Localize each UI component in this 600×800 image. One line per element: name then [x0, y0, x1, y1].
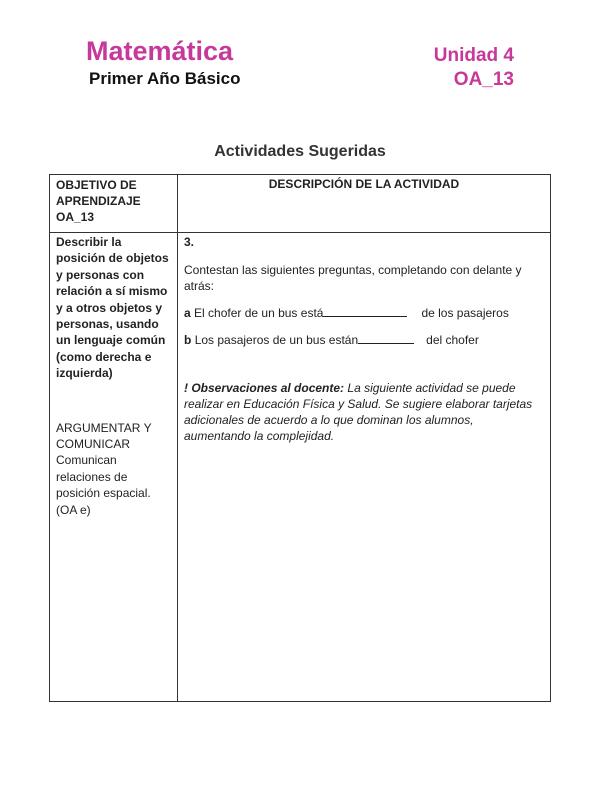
question-text: Los pasajeros de un bus están — [194, 333, 359, 347]
question-letter: a — [184, 306, 191, 320]
activity-number: 3. — [184, 235, 195, 249]
description-cell — [184, 234, 542, 444]
skill-title: ARGUMENTAR Y COMUNICAR — [56, 420, 152, 452]
answer-blank — [358, 331, 414, 344]
section-title: Actividades Sugeridas — [214, 143, 386, 160]
grade-title: Primer Año Básico — [89, 69, 241, 88]
oa-label: OA_13 — [453, 69, 514, 90]
question-letter: b — [184, 333, 192, 347]
skill-text: Comunican relaciones de posición espacial. (OA e) — [56, 453, 151, 517]
question-b — [184, 331, 542, 348]
objective-text: Describir la posición de objetos y personas con relación a sí mismo y a otros objetos y personas, usando un lenguaje común (como derecha e izquierda) — [56, 235, 169, 381]
observations-text: La siguiente actividad se puede realizar en Educación Física y Salud. Se sugiere elaborar tarjetas adicionales de acuerdo a lo que dominan los alumnos, aumentando la complejidad. — [184, 381, 533, 443]
skill-block — [56, 420, 174, 518]
objective-cell — [56, 234, 174, 518]
question-a — [184, 304, 542, 321]
question-text-after: de los pasajeros — [421, 306, 509, 320]
teacher-observations — [184, 380, 542, 444]
activity-table — [49, 174, 551, 702]
subject-title: Matemática — [86, 36, 234, 66]
question-text: El chofer de un bus está — [194, 306, 324, 320]
unit-label: Unidad 4 — [433, 45, 514, 66]
header-divider — [50, 232, 550, 233]
column-divider — [177, 175, 178, 701]
objective-column-header: OBJETIVO DE APRENDIZAJE OA_13 — [56, 178, 141, 224]
activity-intro: Contestan las siguientes preguntas, completando con delante y atrás: — [184, 263, 522, 293]
observations-label: ! Observaciones al docente: — [184, 381, 345, 395]
question-text-after: del chofer — [426, 333, 479, 347]
answer-blank — [323, 304, 407, 317]
description-column-header: DESCRIPCIÓN DE LA ACTIVIDAD — [268, 177, 460, 191]
